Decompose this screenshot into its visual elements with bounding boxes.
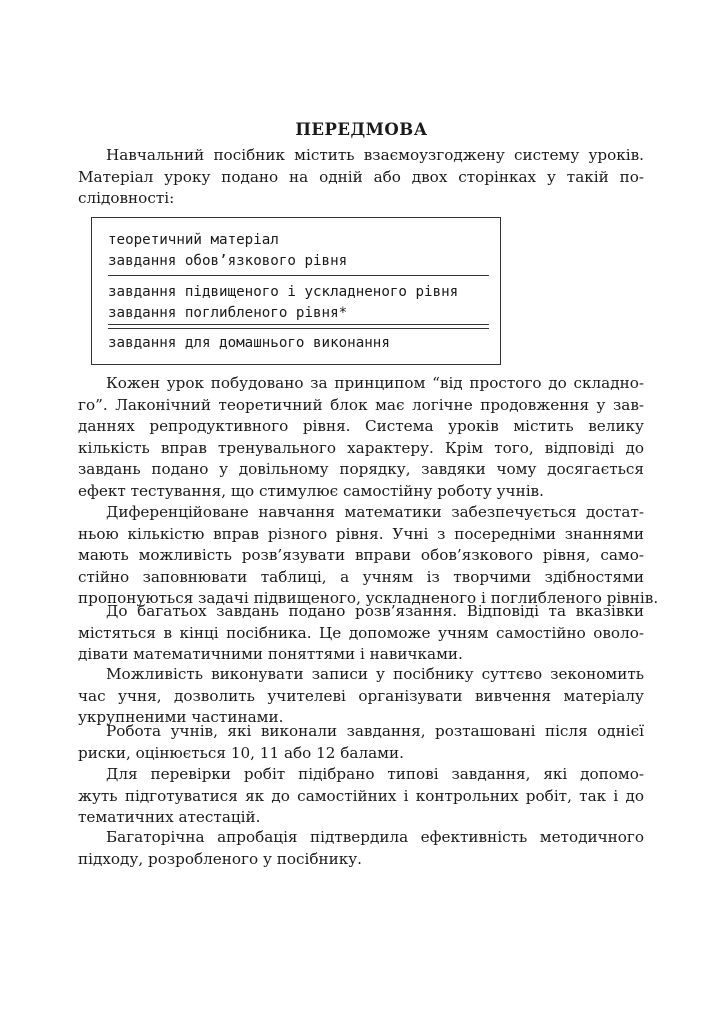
scheme-deep-level: завдання поглибленого рівня* xyxy=(108,305,348,321)
paragraph-line: дівати математичними поняттями і навичками. xyxy=(78,645,463,663)
paragraph-line: пропонуються задачі підвищеного, ускладненого і поглибленого рівнів. xyxy=(78,589,659,607)
body-paragraph xyxy=(78,827,644,870)
paragraph-line: підходу, розробленого у посібнику. xyxy=(78,849,363,868)
body-paragraph xyxy=(78,664,644,729)
paragraph-line: го”. Лаконічний теоретичний блок має логічне продовження у зав- xyxy=(78,395,644,414)
single-divider xyxy=(108,275,489,276)
body-paragraph xyxy=(78,721,644,764)
body-paragraph xyxy=(78,502,659,610)
double-divider-bottom xyxy=(108,328,489,329)
page-title: ПЕРЕДМОВА xyxy=(295,120,428,139)
paragraph-line: риски, оцінюється 10, 11 або 12 балами. xyxy=(78,743,404,762)
body-paragraph xyxy=(78,601,644,666)
paragraph-line: Можливість виконувати записи у посібнику суттєво зекономить xyxy=(106,665,644,683)
double-divider-top xyxy=(108,324,489,325)
paragraph-line: даннях репродуктивного рівня. Система уроків містить велику xyxy=(78,417,644,435)
paragraph-line: мають можливість розв’язувати вправи обов’язкового рівня, само- xyxy=(78,546,644,564)
lesson-structure-box xyxy=(91,217,501,365)
body-paragraph xyxy=(78,373,644,502)
scheme-mandatory-level: завдання обов’язкового рівня xyxy=(108,253,348,269)
paragraph-line: Диференційоване навчання математики забезпечується достат- xyxy=(106,503,644,521)
paragraph-line: ефект тестування, що стимулює самостійну роботу учнів. xyxy=(78,481,544,500)
intro-paragraph xyxy=(78,145,644,210)
body-paragraph xyxy=(78,764,644,829)
paragraph-line: кількість вправ тренувального характеру. Крім того, відповіді до xyxy=(78,438,644,457)
paragraph-line: слідовності: xyxy=(78,189,175,207)
scheme-advanced-level: завдання підвищеного і ускладненого рівня xyxy=(108,284,459,300)
paragraph-line: Кожен урок побудовано за принципом “від простого до складно- xyxy=(106,374,644,392)
paragraph-line: стійно заповнювати таблиці, а учням із творчими здібностями xyxy=(78,567,644,586)
paragraph-line: завдань подано у довільному порядку, завдяки чому досягається xyxy=(78,460,644,478)
paragraph-line: Робота учнів, які виконали завдання, розташовані після однієї xyxy=(106,722,644,740)
paragraph-line: містяться в кінці посібника. Це допоможе учням самостійно оволо- xyxy=(78,623,644,642)
paragraph-line: укрупненими частинами. xyxy=(78,708,284,726)
paragraph-line: До багатьох завдань подано розв’язання. Відповіді та вказівки xyxy=(106,602,644,620)
paragraph-line: Для перевірки робіт підібрано типові завдання, які допомо- xyxy=(106,765,644,783)
paragraph-line: час учня, дозволить учителеві організувати вивчення матеріалу xyxy=(78,686,644,705)
scheme-theory: теоретичний матеріал xyxy=(108,232,279,248)
paragraph-line: Багаторічна апробація підтвердила ефективність методичного xyxy=(106,828,644,846)
paragraph-line: жуть підготуватися як до самостійних і контрольних робіт, так і до xyxy=(78,786,644,805)
paragraph-line: тематичних атестацій. xyxy=(78,808,261,826)
paragraph-line: Навчальний посібник містить взаємоузгоджену систему уроків. xyxy=(106,146,644,164)
scheme-homework: завдання для домашнього виконання xyxy=(108,335,390,351)
paragraph-line: ньою кількістю вправ різного рівня. Учні з посередніми знаннями xyxy=(78,524,644,543)
paragraph-line: Матеріал уроку подано на одній або двох сторінках у такій по- xyxy=(78,167,644,186)
